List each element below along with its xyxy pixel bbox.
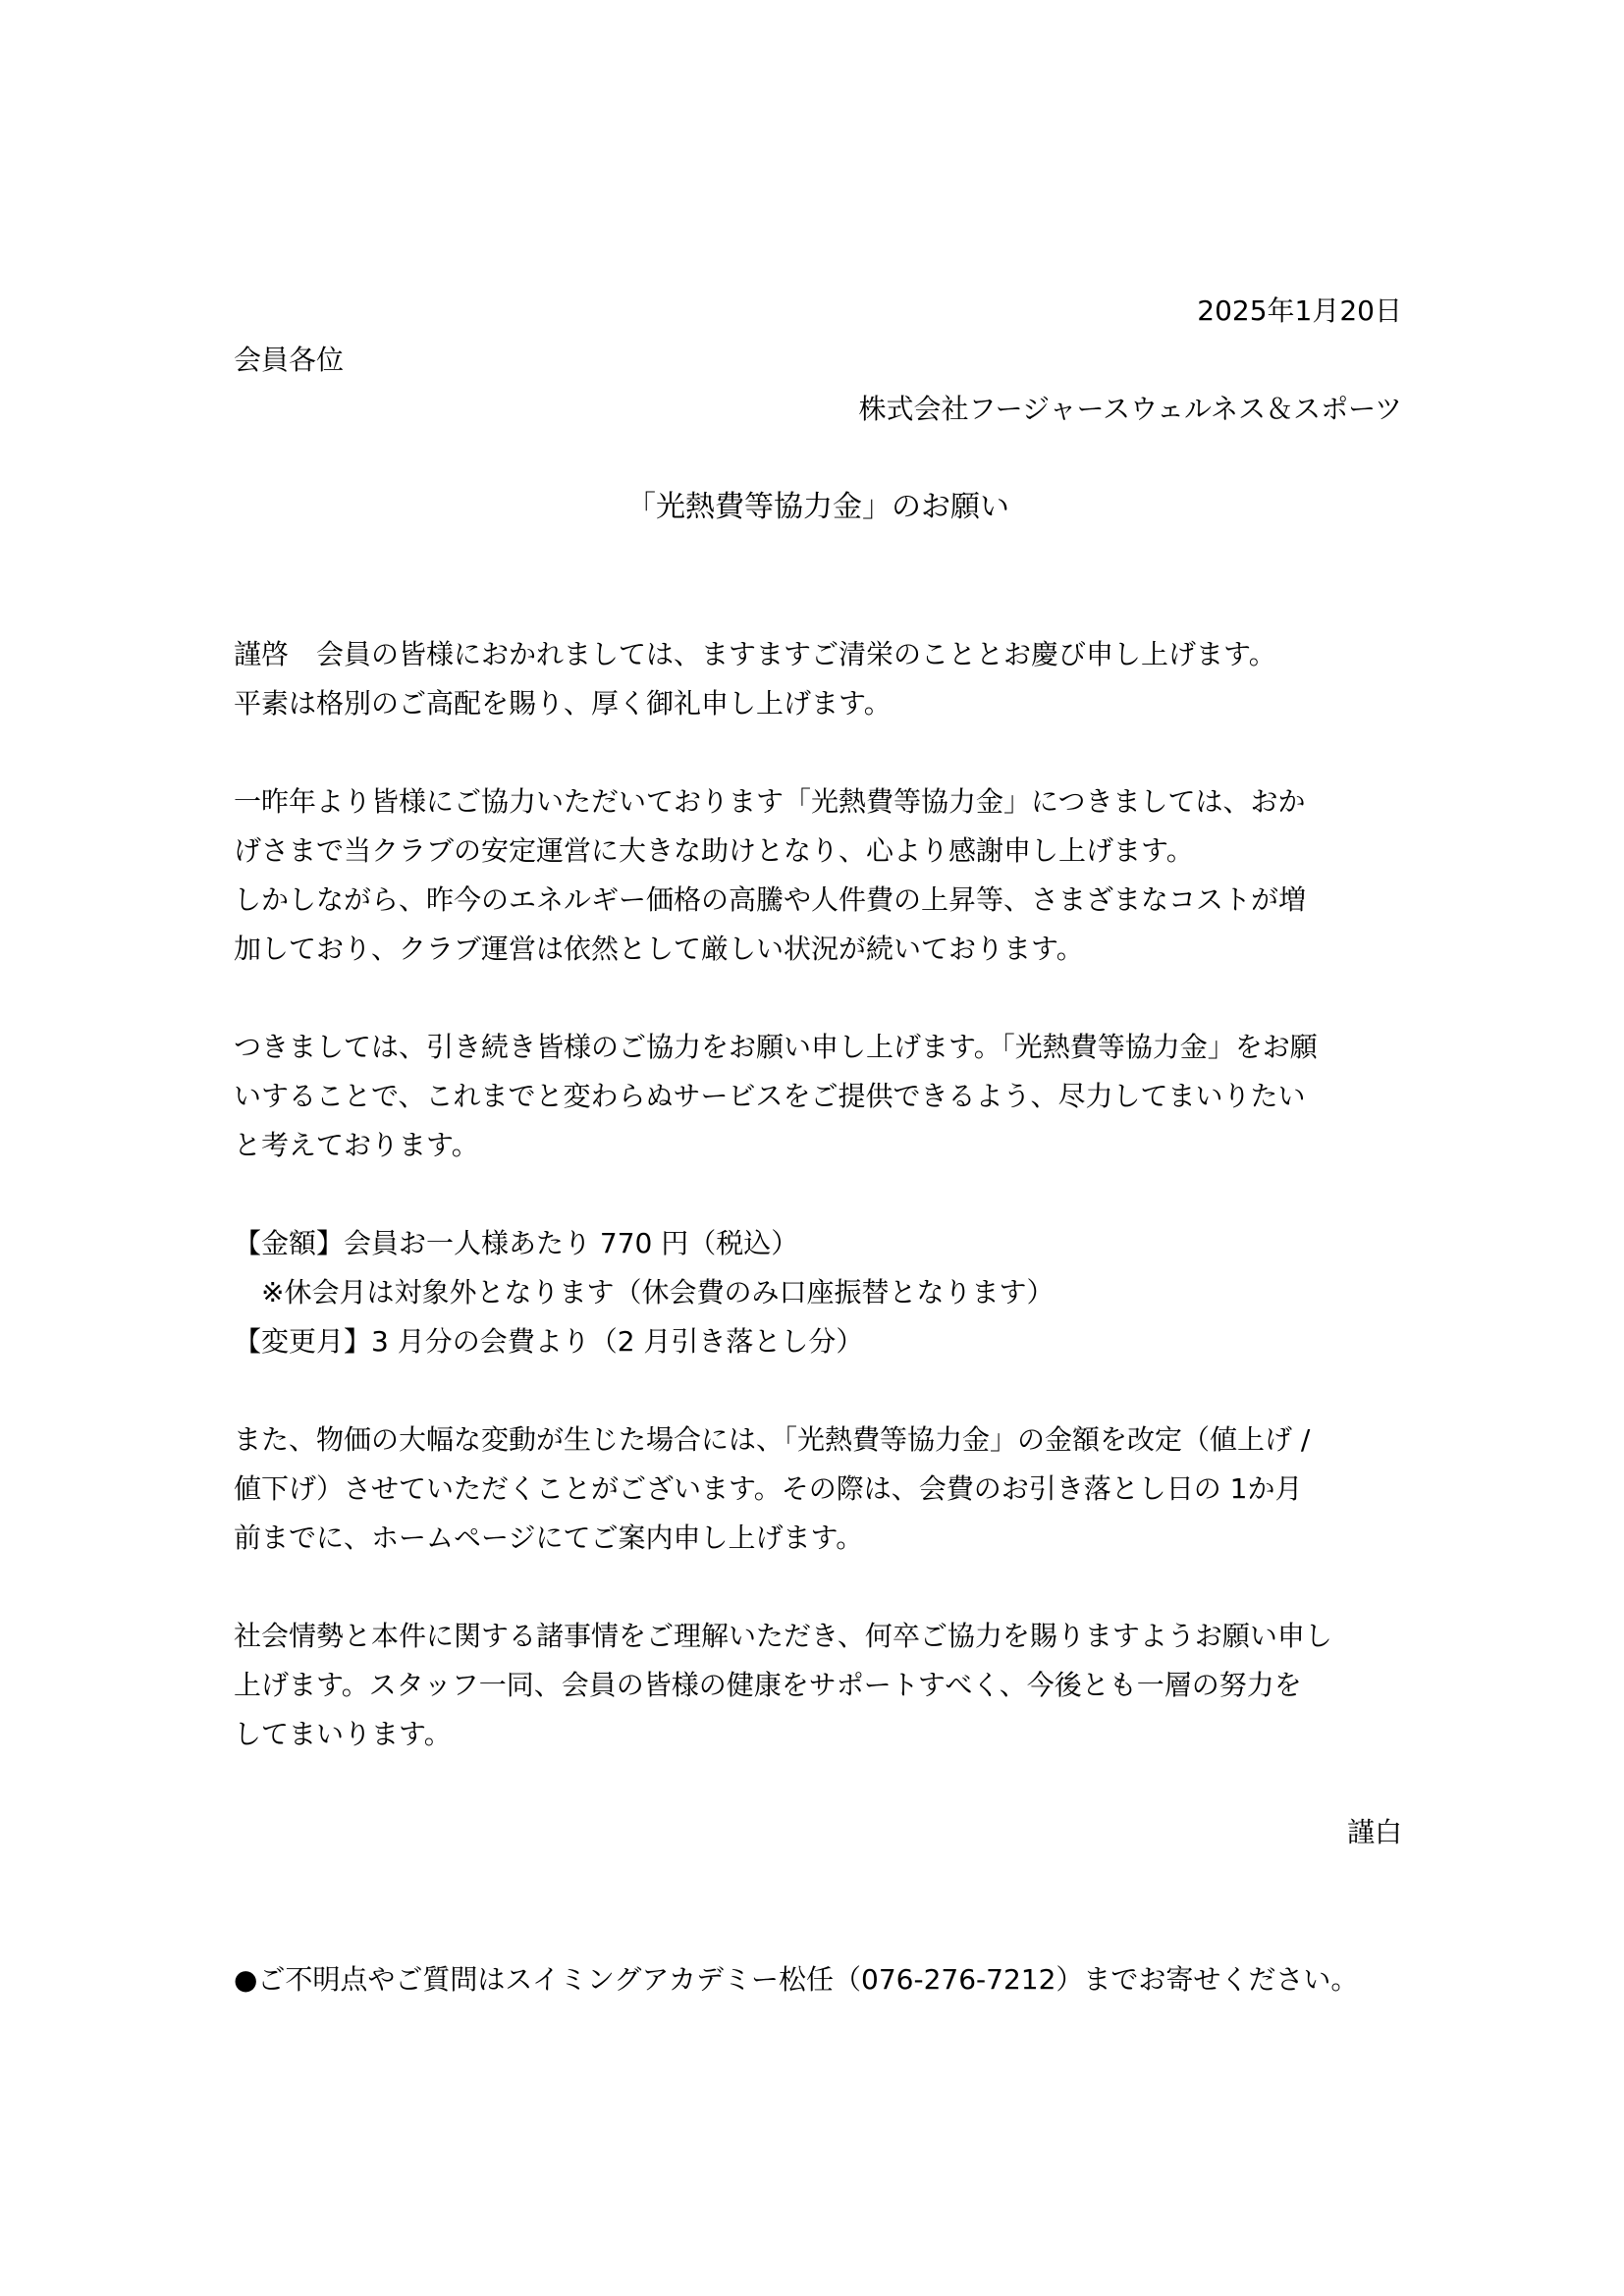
paragraph-line: 値下げ）させていただくことがございます。その際は、会費のお引き落とし日の 1か月	[234, 1472, 1303, 1505]
fee-details	[234, 1219, 1402, 1366]
background-paragraph	[234, 777, 1402, 974]
paragraph-line: いすることで、これまでと変わらぬサービスをご提供できるよう、尽力してまいりたい	[234, 1080, 1306, 1112]
paragraph-line: 前までに、ホームページにてご案内申し上げます。	[234, 1522, 864, 1554]
closing-request-paragraph	[234, 1612, 1402, 1759]
letter-title: 「光熱費等協力金」のお願い	[626, 490, 1009, 524]
paragraph-line: げさまで当クラブの安定運営に大きな助けとなり、心より感謝申し上げます。	[234, 834, 1194, 867]
request-paragraph	[234, 1023, 1402, 1170]
letter-page	[234, 0, 1402, 2296]
paragraph-line: 社会情勢と本件に関する諸事情をご理解いただき、何卒ご協力を賜りますようお願い申し	[234, 1620, 1332, 1652]
letter-date: 2025年1月20日	[1197, 294, 1402, 327]
addressee: 会員各位	[234, 344, 345, 376]
paragraph-line: つきましては、引き続き皆様のご協力をお願い申し上げます。「光熱費等協力金」をお願	[234, 1031, 1318, 1063]
paragraph-line: と考えております。	[234, 1129, 479, 1161]
paragraph-line: してまいります。	[234, 1718, 452, 1750]
fee-amount: 【金額】会員お一人様あたり 770 円（税込）	[234, 1227, 799, 1259]
greeting-paragraph	[234, 630, 1402, 728]
paragraph-line: 平素は格別のご高配を賜り、厚く御礼申し上げます。	[234, 687, 892, 720]
paragraph-line: 加しており、クラブ運営は依然として厳しい状況が続いております。	[234, 933, 1084, 965]
paragraph-line: しかしながら、昨今のエネルギー価格の高騰や人件費の上昇等、さまざまなコストが増	[234, 883, 1307, 916]
contact-info: ●ご不明点やご質問はスイミングアカデミー松任（076-276-7212）までお寄せください。	[234, 1963, 1359, 1996]
paragraph-line: 一昨年より皆様にご協力いただいております「光熱費等協力金」につきましては、おか	[234, 785, 1306, 818]
fee-change-month: 【変更月】3 月分の会費より（2 月引き落とし分）	[234, 1325, 864, 1358]
company-name: 株式会社フージャースウェルネス＆スポーツ	[858, 393, 1402, 425]
paragraph-line: また、物価の大幅な変動が生じた場合には、「光熱費等協力金」の金額を改定（値上げ /	[234, 1423, 1311, 1456]
paragraph-line: 謹啓 会員の皆様におかれましては、ますますご清栄のこととお慶び申し上げます。	[234, 638, 1276, 670]
closing-word: 謹白	[1346, 1816, 1402, 1848]
fee-note: ※休会月は対象外となります（休会費のみ口座振替となります）	[234, 1276, 1055, 1308]
paragraph-line: 上げます。スタッフ一同、会員の皆様の健康をサポートすべく、今後とも一層の努力を	[234, 1669, 1302, 1701]
change-notice-paragraph	[234, 1415, 1402, 1563]
